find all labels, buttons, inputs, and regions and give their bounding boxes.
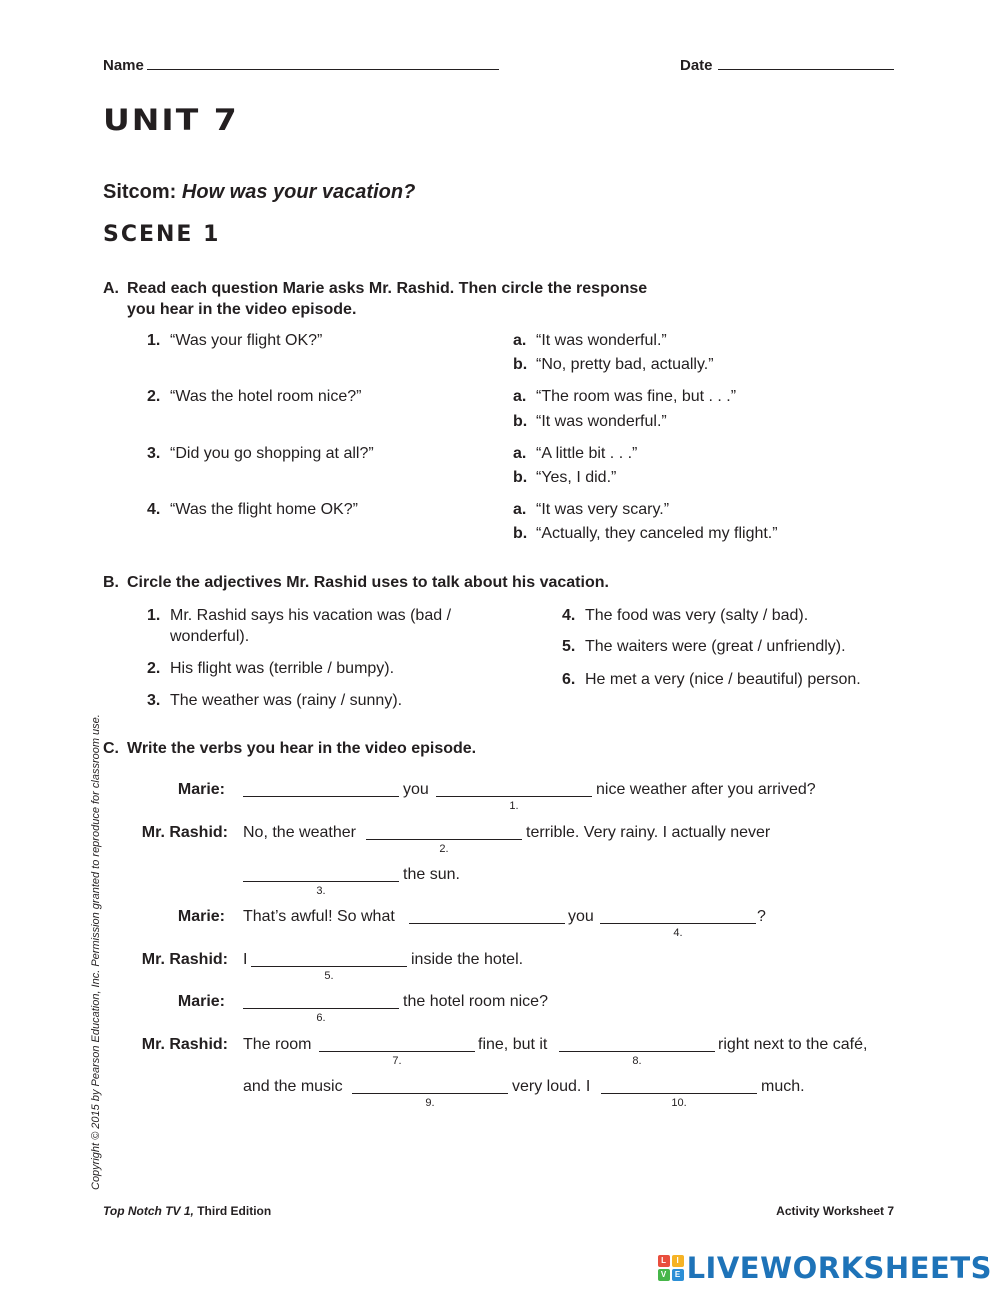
question-text: “Was the hotel room nice?” [170, 388, 362, 405]
option-label: b. [513, 356, 528, 373]
dialogue-text: That’s awful! So what [243, 908, 395, 925]
blank-number: 6. [316, 1012, 326, 1024]
dialogue-text: inside the hotel. [411, 951, 524, 968]
sitcom-prefix: Sitcom: [103, 181, 177, 203]
blank-number: 1. [509, 800, 519, 812]
option-label: b. [513, 413, 528, 430]
answer-4b[interactable] [513, 523, 778, 544]
blank-input-5[interactable] [251, 966, 407, 967]
section-b-letter: B. [103, 574, 119, 591]
dialogue-text: much. [761, 1078, 805, 1095]
section-a-line2: you hear in the video episode. [127, 301, 357, 318]
logo-tile: I [672, 1255, 684, 1267]
question-text: “Was your flight OK?” [170, 332, 323, 349]
blank-number: 7. [392, 1055, 402, 1067]
blank-input-6[interactable] [243, 1008, 399, 1009]
copyright-notice: Copyright © 2015 by Pearson Education, Inc. Permission granted to reproduce for classroom use. [90, 714, 102, 1190]
speaker-rashid: Mr. Rashid: [141, 824, 228, 841]
option-label: b. [513, 469, 528, 486]
blank-number: 3. [316, 885, 326, 897]
sitcom-title [103, 181, 415, 204]
question-text: “Did you go shopping at all?” [170, 445, 374, 462]
blank-number: 2. [439, 843, 449, 855]
option-text: “The room was fine, but . . .” [536, 388, 737, 405]
book-edition: Third Edition [193, 1204, 272, 1218]
logo-tile: L [658, 1255, 670, 1267]
speaker-marie: Marie: [177, 781, 225, 798]
dialogue-text: nice weather after you arrived? [596, 781, 816, 798]
name-label: Name [103, 57, 144, 74]
question-4 [147, 499, 358, 520]
blank-number: 4. [673, 927, 683, 939]
blank-number: 9. [425, 1097, 435, 1109]
unit-title: UNIT 7 [103, 101, 239, 138]
speaker-marie: Marie: [177, 993, 225, 1010]
item-number: 3. [147, 692, 161, 709]
speaker-marie: Marie: [177, 908, 225, 925]
name-field[interactable] [147, 69, 499, 70]
dialogue-text: fine, but it [478, 1036, 548, 1053]
blank-input-8[interactable] [559, 1051, 715, 1052]
dialogue-text: you [403, 781, 429, 798]
item-text: His flight was (terrible / bumpy). [170, 660, 395, 677]
blank-input-10[interactable] [601, 1093, 757, 1094]
question-2 [147, 386, 361, 407]
dialogue-text: very loud. I [512, 1078, 591, 1095]
blank-number: 8. [632, 1055, 642, 1067]
question-3 [147, 443, 374, 464]
liveworksheets-logo[interactable] [658, 1251, 992, 1285]
question-1 [147, 330, 322, 351]
blank-input[interactable] [243, 796, 399, 797]
blank-input-4[interactable] [600, 923, 756, 924]
question-number: 2. [147, 388, 161, 405]
option-text: “Actually, they canceled my flight.” [536, 525, 778, 542]
adjective-item-2[interactable] [147, 658, 394, 679]
option-label: a. [513, 445, 527, 462]
item-text: The weather was (rainy / sunny). [170, 692, 403, 709]
item-number: 1. [147, 607, 161, 624]
item-number: 4. [562, 607, 576, 624]
answer-2b[interactable] [513, 411, 667, 432]
blank-input-1[interactable] [436, 796, 592, 797]
option-text: “It was wonderful.” [536, 332, 667, 349]
blank-input[interactable] [409, 923, 565, 924]
option-text: “It was wonderful.” [536, 413, 667, 430]
section-a-letter: A. [103, 280, 119, 297]
blank-number: 5. [324, 970, 334, 982]
book-title: Top Notch TV 1, [103, 1204, 194, 1218]
section-a-line1: Read each question Marie asks Mr. Rashid. Then circle the response [127, 280, 648, 297]
answer-2a[interactable] [513, 386, 736, 407]
item-text: The waiters were (great / unfriendly). [585, 638, 846, 655]
option-label: a. [513, 501, 527, 518]
logo-tile: E [672, 1269, 684, 1281]
dialogue-text: ? [757, 908, 766, 925]
blank-number: 10. [671, 1097, 687, 1109]
question-number: 1. [147, 332, 161, 349]
scene-title: SCENE 1 [103, 222, 221, 247]
answer-3b[interactable] [513, 467, 616, 488]
dialogue-text: I [243, 951, 248, 968]
item-text: Mr. Rashid says his vacation was (bad / [170, 607, 452, 624]
blank-input-9[interactable] [352, 1093, 508, 1094]
answer-4a[interactable] [513, 499, 669, 520]
option-text: “Yes, I did.” [536, 469, 617, 486]
item-number: 6. [562, 671, 576, 688]
blank-input-7[interactable] [319, 1051, 475, 1052]
dialogue-text: and the music [243, 1078, 343, 1095]
dialogue-text: right next to the café, [718, 1036, 868, 1053]
sitcom-episode: How was your vacation? [181, 181, 416, 203]
answer-1b[interactable] [513, 354, 714, 375]
option-label: a. [513, 332, 527, 349]
section-c-letter: C. [103, 740, 119, 757]
adjective-item-4[interactable] [562, 605, 808, 626]
item-text: The food was very (salty / bad). [585, 607, 809, 624]
dialogue-text: The room [243, 1036, 312, 1053]
option-label: b. [513, 525, 528, 542]
section-b-text: Circle the adjectives Mr. Rashid uses to talk about his vacation. [127, 574, 609, 591]
section-c-instruction [103, 738, 603, 759]
question-number: 3. [147, 445, 161, 462]
option-label: a. [513, 388, 527, 405]
footer-book [103, 1204, 271, 1218]
dialogue-text: terrible. Very rainy. I actually never [526, 824, 771, 841]
question-number: 4. [147, 501, 161, 518]
adjective-item-1[interactable] [147, 605, 507, 647]
blank-input-2[interactable] [366, 839, 522, 840]
dialogue-text: you [568, 908, 594, 925]
footer-activity: Activity Worksheet 7 [776, 1204, 894, 1218]
option-text: “It was very scary.” [536, 501, 670, 518]
date-label: Date [680, 57, 713, 74]
option-text: “A little bit . . .” [536, 445, 638, 462]
section-c-text: Write the verbs you hear in the video episode. [127, 740, 477, 757]
logo-text: LIVEWORKSHEETS [686, 1251, 992, 1285]
adjective-item-3[interactable] [147, 690, 402, 711]
answer-1a[interactable] [513, 330, 667, 351]
adjective-item-5[interactable] [562, 636, 846, 657]
item-number: 5. [562, 638, 576, 655]
speaker-rashid: Mr. Rashid: [141, 951, 228, 968]
blank-input-3[interactable] [243, 881, 399, 882]
item-number: 2. [147, 660, 161, 677]
section-a-instruction [103, 278, 703, 320]
dialogue-text: No, the weather [243, 824, 356, 841]
answer-3a[interactable] [513, 443, 637, 464]
speaker-rashid: Mr. Rashid: [141, 1036, 228, 1053]
date-field[interactable] [718, 69, 894, 70]
section-b-instruction [103, 572, 723, 593]
dialogue-text: the sun. [403, 866, 460, 883]
option-text: “No, pretty bad, actually.” [536, 356, 714, 373]
question-text: “Was the flight home OK?” [170, 501, 358, 518]
dialogue-text: the hotel room nice? [403, 993, 548, 1010]
logo-mark-icon [658, 1255, 684, 1281]
logo-tile: V [658, 1269, 670, 1281]
item-text: He met a very (nice / beautiful) person. [585, 671, 861, 688]
adjective-item-6[interactable] [562, 669, 861, 690]
item-text-cont: wonderful). [170, 628, 250, 645]
